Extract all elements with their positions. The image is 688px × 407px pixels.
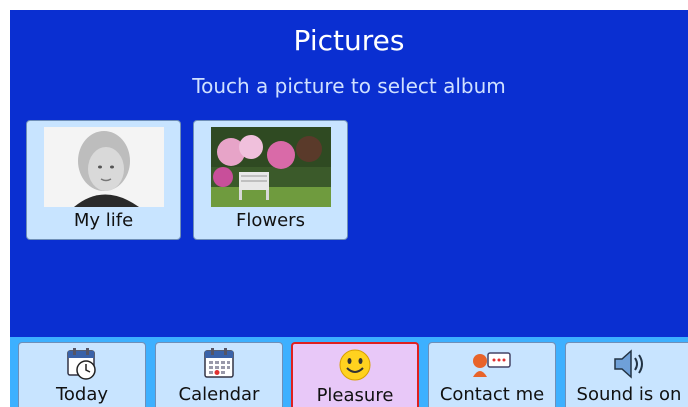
tab-pleasure[interactable]: [291, 342, 419, 407]
tab-label: Sound is on: [576, 384, 682, 405]
chat-person-icon: [429, 347, 555, 381]
speaker-icon: [566, 347, 688, 381]
tab-label: Calendar: [178, 384, 260, 405]
smiley-icon: [293, 348, 417, 382]
tab-label: Pleasure: [316, 385, 394, 406]
calendar-icon: [156, 347, 282, 381]
album-my-life[interactable]: [26, 120, 181, 240]
bottom-toolbar: [10, 337, 688, 407]
main-area: [10, 10, 688, 337]
tab-contact-me[interactable]: [428, 342, 556, 407]
album-label: Flowers: [236, 210, 305, 231]
tab-label: Contact me: [439, 384, 545, 405]
album-label: My life: [73, 210, 134, 231]
app-screen: [10, 10, 688, 407]
page-title: Pictures: [293, 24, 405, 57]
tab-sound[interactable]: [565, 342, 688, 407]
tab-calendar[interactable]: [155, 342, 283, 407]
tab-today[interactable]: [18, 342, 146, 407]
calendar-clock-icon: [19, 347, 145, 381]
page-subtitle: Touch a picture to select album: [192, 74, 506, 98]
album-thumbnail-garden: [211, 127, 331, 207]
album-thumbnail-portrait: [44, 127, 164, 207]
album-flowers[interactable]: [193, 120, 348, 240]
tab-label: Today: [55, 384, 109, 405]
